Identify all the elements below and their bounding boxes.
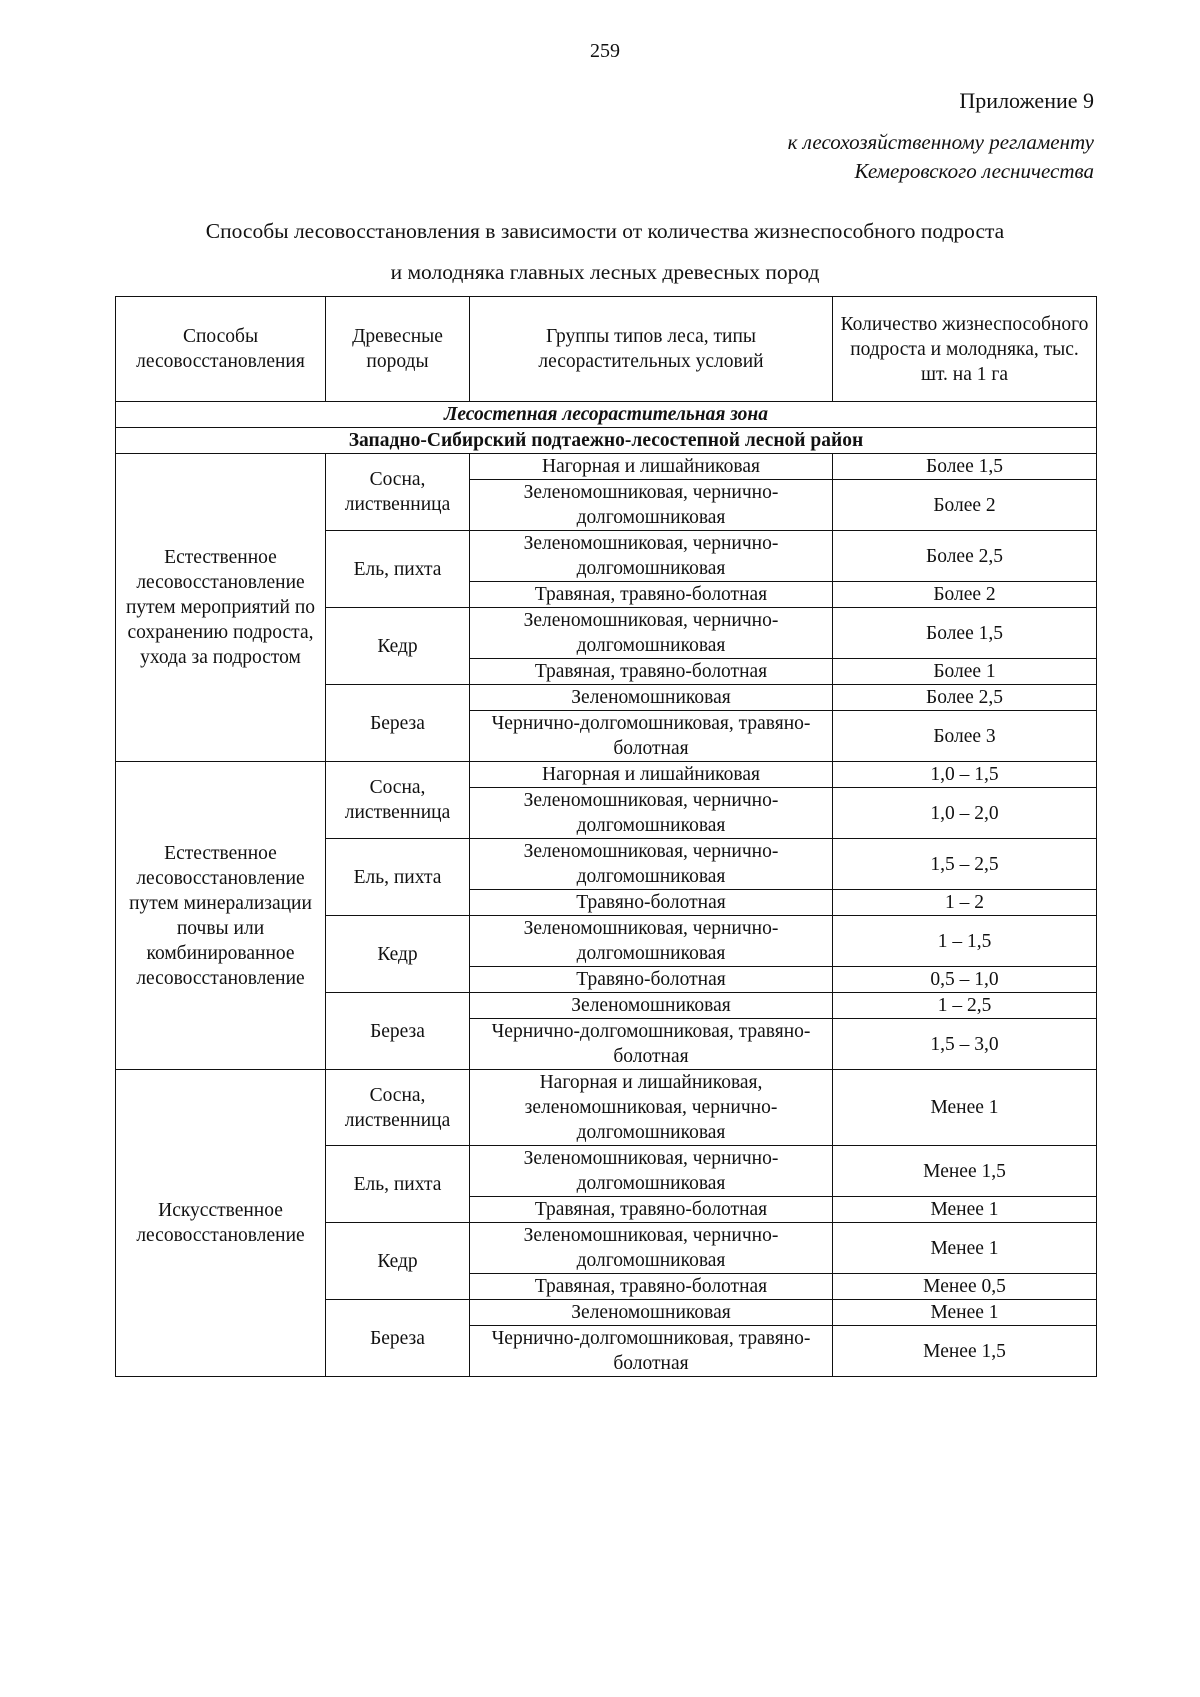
forest-type-cell: Чернично-долгомошниковая, травяно-болотная: [470, 711, 833, 762]
table-header-row: [116, 297, 1097, 402]
table-row: [116, 454, 1097, 480]
method-cell: Искусственное лесовосстановление: [116, 1070, 326, 1377]
amount-cell: Более 1,5: [833, 608, 1097, 659]
amount-cell: Более 2,5: [833, 685, 1097, 711]
amount-cell: 1 – 2: [833, 890, 1097, 916]
amount-cell: Более 2: [833, 582, 1097, 608]
species-cell: Ель, пихта: [326, 1146, 470, 1223]
header-forest-type: Группы типов леса, типы лесорастительных условий: [470, 297, 833, 402]
forest-type-cell: Зеленомошниковая: [470, 993, 833, 1019]
forest-type-cell: Зеленомошниковая, чернично-долгомошниковая: [470, 480, 833, 531]
amount-cell: 1,5 – 2,5: [833, 839, 1097, 890]
amount-cell: Более 2,5: [833, 531, 1097, 582]
forest-type-cell: Зеленомошниковая: [470, 1300, 833, 1326]
reforestation-table: [115, 296, 1097, 1377]
zone-row: [116, 402, 1097, 428]
amount-cell: Более 3: [833, 711, 1097, 762]
species-cell: Кедр: [326, 1223, 470, 1300]
forest-type-cell: Нагорная и лишайниковая: [470, 454, 833, 480]
document-title: [0, 211, 1200, 293]
zone-heading: Лесостепная лесорастительная зона: [116, 402, 1097, 428]
species-cell: Сосна, лиственница: [326, 762, 470, 839]
species-cell: Береза: [326, 1300, 470, 1377]
forest-type-cell: Травяная, травяно-болотная: [470, 1197, 833, 1223]
forest-type-cell: Травяная, травяно-болотная: [470, 582, 833, 608]
amount-cell: 1 – 2,5: [833, 993, 1097, 1019]
subtitle-line: к лесохозяйственному регламенту: [787, 130, 1094, 154]
forest-type-cell: Зеленомошниковая, чернично-долгомошниковая: [470, 916, 833, 967]
forest-type-cell: Нагорная и лишайниковая, зеленомошниковая, чернично-долгомошниковая: [470, 1070, 833, 1146]
amount-cell: Менее 1: [833, 1070, 1097, 1146]
species-cell: Ель, пихта: [326, 839, 470, 916]
title-line: Способы лесовосстановления в зависимости от количества жизнеспособного подроста: [205, 219, 1005, 243]
forest-type-cell: Зеленомошниковая, чернично-долгомошниковая: [470, 1146, 833, 1197]
amount-cell: Более 1: [833, 659, 1097, 685]
amount-cell: 1 – 1,5: [833, 916, 1097, 967]
appendix-subtitle: [788, 128, 1094, 186]
district-heading: Западно-Сибирский подтаежно-лесостепной лесной район: [116, 428, 1097, 454]
forest-type-cell: Чернично-долгомошниковая, травяно-болотная: [470, 1019, 833, 1070]
forest-type-cell: Травяно-болотная: [470, 890, 833, 916]
forest-type-cell: Травяно-болотная: [470, 967, 833, 993]
amount-cell: 1,0 – 2,0: [833, 788, 1097, 839]
method-cell: Естественное лесовосстановление путем мероприятий по сохранению подроста, ухода за подростом: [116, 454, 326, 762]
forest-type-cell: Зеленомошниковая, чернично-долгомошниковая: [470, 788, 833, 839]
header-amount: Количество жизнеспособного подроста и молодняка, тыс. шт. на 1 га: [833, 297, 1097, 402]
amount-cell: Менее 0,5: [833, 1274, 1097, 1300]
header-method: Способы лесовосстановления: [116, 297, 326, 402]
species-cell: Ель, пихта: [326, 531, 470, 608]
forest-type-cell: Зеленомошниковая, чернично-долгомошниковая: [470, 608, 833, 659]
page-number: 259: [590, 40, 620, 62]
forest-type-cell: Травяная, травяно-болотная: [470, 659, 833, 685]
amount-cell: 0,5 – 1,0: [833, 967, 1097, 993]
amount-cell: Менее 1: [833, 1300, 1097, 1326]
amount-cell: Менее 1,5: [833, 1146, 1097, 1197]
species-cell: Береза: [326, 685, 470, 762]
table-row: [116, 1070, 1097, 1146]
species-cell: Береза: [326, 993, 470, 1070]
forest-type-cell: Зеленомошниковая: [470, 685, 833, 711]
district-row: [116, 428, 1097, 454]
table-body: [116, 402, 1097, 1377]
subtitle-line: Кемеровского лесничества: [854, 159, 1094, 183]
amount-cell: Более 2: [833, 480, 1097, 531]
species-cell: Сосна, лиственница: [326, 1070, 470, 1146]
species-cell: Кедр: [326, 916, 470, 993]
forest-type-cell: Чернично-долгомошниковая, травяно-болотная: [470, 1326, 833, 1377]
appendix-label: Приложение 9: [959, 88, 1094, 113]
title-line: и молодняка главных лесных древесных пород: [390, 260, 820, 284]
method-cell: Естественное лесовосстановление путем минерализации почвы или комбинированное лесовосстановление: [116, 762, 326, 1070]
amount-cell: Менее 1,5: [833, 1326, 1097, 1377]
amount-cell: Менее 1: [833, 1223, 1097, 1274]
table-row: [116, 762, 1097, 788]
amount-cell: 1,0 – 1,5: [833, 762, 1097, 788]
species-cell: Сосна, лиственница: [326, 454, 470, 531]
forest-type-cell: Нагорная и лишайниковая: [470, 762, 833, 788]
amount-cell: 1,5 – 3,0: [833, 1019, 1097, 1070]
forest-type-cell: Травяная, травяно-болотная: [470, 1274, 833, 1300]
forest-type-cell: Зеленомошниковая, чернично-долгомошниковая: [470, 531, 833, 582]
forest-type-cell: Зеленомошниковая, чернично-долгомошниковая: [470, 1223, 833, 1274]
forest-type-cell: Зеленомошниковая, чернично-долгомошниковая: [470, 839, 833, 890]
species-cell: Кедр: [326, 608, 470, 685]
header-species: Древесные породы: [326, 297, 470, 402]
amount-cell: Более 1,5: [833, 454, 1097, 480]
amount-cell: Менее 1: [833, 1197, 1097, 1223]
